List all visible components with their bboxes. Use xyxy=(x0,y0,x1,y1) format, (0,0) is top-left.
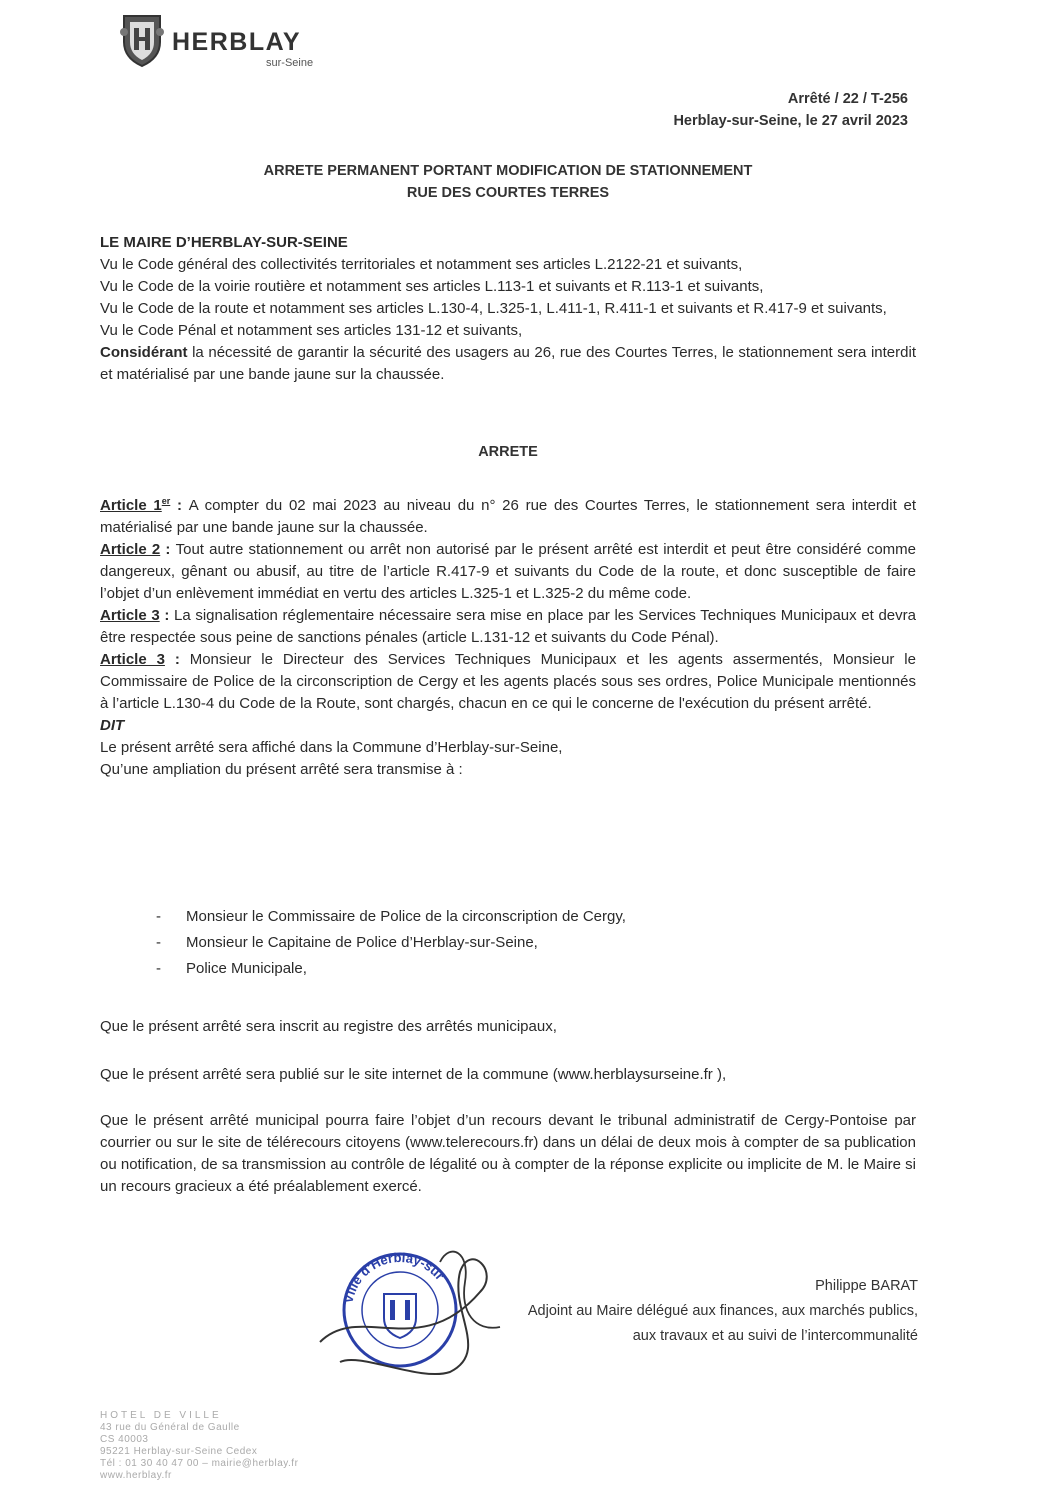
herblay-logo xyxy=(118,10,338,74)
vu-voirie: Vu le Code de la voirie routière et notamment ses articles L.113-1 et suivants et R.113-1 et suivants, xyxy=(100,278,764,295)
official-stamp-and-signature xyxy=(300,1232,530,1382)
closing-registre: Que le présent arrêté sera inscrit au registre des arrêtés municipaux, xyxy=(100,1018,557,1035)
signatory-role-2: aux travaux et au suivi de l’intercommunalité xyxy=(632,1328,918,1344)
preamble xyxy=(100,232,916,386)
footer-line-4: 95221 Herblay-sur-Seine Cedex xyxy=(100,1446,258,1457)
article-3 xyxy=(100,605,916,649)
article-1-sup: er xyxy=(161,496,171,506)
article-1 xyxy=(100,490,916,539)
footer-line-5: Tél : 01 30 40 47 00 – mairie@herblay.fr xyxy=(100,1458,299,1469)
signatory-role-1: Adjoint au Maire délégué aux finances, aux marchés publics, xyxy=(527,1303,918,1319)
article-1-text: A compter du 02 mai 2023 au niveau du n° 26 rue des Courtes Terres, le stationnement sera interdit et matérialisé par une bande jaune sur la chaussée. xyxy=(100,497,916,536)
recipient-1: Monsieur le Commissaire de Police de la circonscription de Cergy, xyxy=(186,908,626,925)
article-3-sep: : xyxy=(159,607,174,624)
article-2-sep: : xyxy=(160,541,176,558)
reference-block xyxy=(673,88,908,132)
article-3-label: Article 3 xyxy=(100,607,160,624)
articles xyxy=(100,490,916,781)
article-3-text: La signalisation réglementaire nécessaire sera mise en place par les Services Techniques Municipaux et devra être respectée sous peine de sanctions pénales (article L.131-12 et suivants du Code Pénal). xyxy=(100,607,916,646)
signatory-name: Philippe BARAT xyxy=(815,1278,918,1294)
vu-cgct: Vu le Code général des collectivités territoriales et notamment ses articles L.2122-21 et suivants, xyxy=(100,256,743,273)
article-2-label: Article 2 xyxy=(100,541,161,558)
document-title xyxy=(0,160,1016,204)
dit-label: DIT xyxy=(100,717,125,734)
vu-route: Vu le Code de la route et notamment ses articles L.130-4, L.325-1, L.411-1, R.411-1 et suivants et R.417-9 et suivants, xyxy=(100,300,887,317)
dit-line-2: Qu’une ampliation du présent arrêté sera transmise à : xyxy=(100,761,463,778)
vu-penal: Vu le Code Pénal et notamment ses articles 131-12 et suivants, xyxy=(100,322,523,339)
list-item: - Monsieur le Commissaire de Police de la circonscription de Cergy, xyxy=(156,908,626,925)
arrete-reference: Arrêté / 22 / T-256 xyxy=(787,91,908,107)
recipients xyxy=(100,904,916,982)
closing-publie: Que le présent arrêté sera publié sur le site internet de la commune (www.herblaysurseine.fr ), xyxy=(100,1066,727,1083)
title-line-2: RUE DES COURTES TERRES xyxy=(406,185,610,201)
closing-recours: Que le présent arrêté municipal pourra faire l’objet d’un recours devant le tribunal administratif de Cergy-Pontoise par courrier ou sur le site de télérecours citoyens (www.telerecours.fr) dans un délai de deux mois à compter de sa publication ou notification, de sa transmission au contrôle de légalité ou à compter de la réponse explicite ou implicite de M. le Maire si un recours gracieux a été préalablement exercé. xyxy=(100,1112,916,1195)
footer-line-3: CS 40003 xyxy=(100,1434,149,1445)
footer-line-2: 43 rue du Général de Gaulle xyxy=(100,1422,240,1433)
svg-text:Ville d'Herblay-sur xyxy=(340,1250,447,1305)
logo-name: HERBLAY xyxy=(172,28,302,56)
article-1-sep: : xyxy=(170,497,189,514)
footer-address xyxy=(100,1410,298,1482)
list-item: - Monsieur le Capitaine de Police d’Herblay-sur-Seine, xyxy=(156,934,538,951)
place-date: Herblay-sur-Seine, le 27 avril 2023 xyxy=(673,113,908,129)
recipient-3: Police Municipale, xyxy=(186,960,307,977)
city-crest-icon xyxy=(118,12,166,68)
recipient-2: Monsieur le Capitaine de Police d’Herblay-sur-Seine, xyxy=(186,934,538,951)
considerant xyxy=(100,342,916,386)
footer-line-1: HOTEL DE VILLE xyxy=(100,1410,222,1421)
article-3-bis-label: Article 3 xyxy=(100,651,165,668)
considerant-text: la nécessité de garantir la sécurité des usagers au 26, rue des Courtes Terres, le stationnement sera interdit et matérialisé par une bande jaune sur la chaussée. xyxy=(100,344,916,383)
signature-block xyxy=(528,1274,918,1349)
footer-line-6: www.herblay.fr xyxy=(100,1470,172,1481)
list-item: - Police Municipale, xyxy=(156,960,307,977)
logo-subtitle: sur-Seine xyxy=(266,57,314,69)
arrete-heading: ARRETE xyxy=(478,444,538,460)
article-2-text: Tout autre stationnement ou arrêt non autorisé par le présent arrêté est interdit et peut être considéré comme dangereux, gênant ou abusif, au titre de l’article R.417-9 et suivants du Code de la route, et donc susceptible de faire l’objet d’un enlèvement immédiat en vertu des articles L.325-1 et L.325-2 du même code. xyxy=(100,541,916,602)
title-line-1: ARRETE PERMANENT PORTANT MODIFICATION DE STATIONNEMENT xyxy=(263,163,753,179)
article-3-bis-text: Monsieur le Directeur des Services Techniques Municipaux et les agents assermentés, Monsieur le Commissaire de Police de la circonscription de Cergy et les agents placés sous ses ordres, Police Municipale mentionnés à l’article L.130-4 du Code de la Route, sont chargés, chacun en ce qui le concerne de l'exécution du présent arrêté. xyxy=(100,651,916,712)
article-1-label: Article 1 xyxy=(100,497,162,514)
article-2 xyxy=(100,539,916,605)
dit-line-1: Le présent arrêté sera affiché dans la Commune d’Herblay-sur-Seine, xyxy=(100,739,563,756)
stamp-text: Ville d'Herblay-sur xyxy=(340,1249,448,1305)
considerant-label: Considérant xyxy=(100,344,188,361)
maire-heading: LE MAIRE D’HERBLAY-SUR-SEINE xyxy=(100,234,348,251)
article-3-bis xyxy=(100,649,916,715)
article-3-bis-sep: : xyxy=(164,651,190,668)
